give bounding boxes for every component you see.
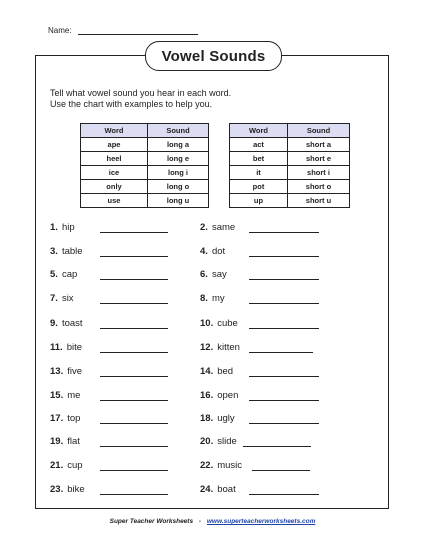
question-item: 11. bite bbox=[50, 342, 83, 353]
question-item: 15. me bbox=[50, 390, 81, 401]
answer-blank[interactable] bbox=[249, 494, 319, 495]
footer bbox=[0, 518, 425, 525]
chart-sound: long e bbox=[148, 152, 209, 166]
question-item: 18. ugly bbox=[200, 413, 235, 424]
question-item: 10. cube bbox=[200, 318, 238, 329]
answer-blank[interactable] bbox=[100, 328, 168, 329]
short-vowel-chart bbox=[229, 123, 350, 208]
chart-row bbox=[81, 194, 209, 208]
chart-word: only bbox=[81, 180, 148, 194]
chart-header-word: Word bbox=[81, 124, 148, 138]
answer-blank[interactable] bbox=[249, 328, 319, 329]
question-item: 23. bike bbox=[50, 484, 85, 495]
question-item: 6. say bbox=[200, 269, 227, 280]
page-title-text: Vowel Sounds bbox=[161, 47, 266, 65]
question-item: 1. hip bbox=[50, 222, 75, 233]
answer-blank[interactable] bbox=[249, 400, 319, 401]
question-item: 9. toast bbox=[50, 318, 83, 329]
chart-word: heel bbox=[81, 152, 148, 166]
chart-sound: short a bbox=[288, 138, 350, 152]
footer-link[interactable]: www.superteacherworksheets.com bbox=[206, 518, 316, 525]
answer-blank[interactable] bbox=[252, 470, 310, 471]
chart-row bbox=[81, 166, 209, 180]
question-item: 7. six bbox=[50, 293, 74, 304]
answer-blank[interactable] bbox=[100, 256, 168, 257]
chart-header-row bbox=[230, 124, 350, 138]
question-item: 3. table bbox=[50, 246, 83, 257]
answer-blank[interactable] bbox=[100, 279, 168, 280]
answer-blank[interactable] bbox=[249, 232, 319, 233]
name-label: Name: bbox=[48, 26, 72, 35]
chart-row bbox=[81, 152, 209, 166]
chart-sound: long i bbox=[148, 166, 209, 180]
answer-blank[interactable] bbox=[249, 256, 319, 257]
chart-header-sound: Sound bbox=[288, 124, 350, 138]
answer-blank[interactable] bbox=[249, 303, 319, 304]
question-item: 12. kitten bbox=[200, 342, 240, 353]
question-item: 2. same bbox=[200, 222, 236, 233]
chart-row bbox=[230, 194, 350, 208]
chart-header-word: Word bbox=[230, 124, 288, 138]
answer-blank[interactable] bbox=[249, 279, 319, 280]
question-item: 13. five bbox=[50, 366, 83, 377]
chart-row bbox=[81, 180, 209, 194]
chart-sound: short e bbox=[288, 152, 350, 166]
instruction-line-2: Use the chart with examples to help you. bbox=[50, 99, 213, 109]
chart-word: use bbox=[81, 194, 148, 208]
question-item: 8. my bbox=[200, 293, 225, 304]
footer-separator: - bbox=[198, 518, 202, 525]
answer-blank[interactable] bbox=[100, 232, 168, 233]
name-row bbox=[48, 26, 198, 35]
answer-blank[interactable] bbox=[249, 376, 319, 377]
question-item: 21. cup bbox=[50, 460, 83, 471]
answer-blank[interactable] bbox=[100, 494, 168, 495]
chart-sound: long o bbox=[148, 180, 209, 194]
question-item: 20. slide bbox=[200, 436, 237, 447]
chart-word: it bbox=[230, 166, 288, 180]
chart-sound: short i bbox=[288, 166, 350, 180]
chart-row bbox=[230, 152, 350, 166]
chart-word: bet bbox=[230, 152, 288, 166]
chart-row bbox=[230, 180, 350, 194]
question-item: 19. flat bbox=[50, 436, 80, 447]
chart-sound: long u bbox=[148, 194, 209, 208]
chart-word: pot bbox=[230, 180, 288, 194]
chart-word: ice bbox=[81, 166, 148, 180]
question-item: 14. bed bbox=[200, 366, 234, 377]
chart-word: up bbox=[230, 194, 288, 208]
answer-blank[interactable] bbox=[100, 470, 168, 471]
question-item: 16. open bbox=[200, 390, 239, 401]
footer-brand: Super Teacher Worksheets bbox=[109, 518, 194, 525]
chart-sound: long a bbox=[148, 138, 209, 152]
chart-header-row bbox=[81, 124, 209, 138]
page-title bbox=[145, 41, 282, 71]
chart-sound: short u bbox=[288, 194, 350, 208]
question-item: 4. dot bbox=[200, 246, 226, 257]
chart-row bbox=[230, 138, 350, 152]
name-input-line[interactable] bbox=[78, 26, 198, 35]
chart-header-sound: Sound bbox=[148, 124, 209, 138]
chart-row bbox=[81, 138, 209, 152]
chart-sound: short o bbox=[288, 180, 350, 194]
answer-blank[interactable] bbox=[100, 423, 168, 424]
instruction-line-1: Tell what vowel sound you hear in each word. bbox=[50, 88, 232, 98]
answer-blank[interactable] bbox=[243, 446, 311, 447]
answer-blank[interactable] bbox=[100, 352, 168, 353]
answer-blank[interactable] bbox=[249, 352, 313, 353]
question-item: 17. top bbox=[50, 413, 81, 424]
answer-blank[interactable] bbox=[100, 303, 168, 304]
chart-word: act bbox=[230, 138, 288, 152]
question-item: 22. music bbox=[200, 460, 243, 471]
long-vowel-chart bbox=[80, 123, 209, 208]
question-item: 5. cap bbox=[50, 269, 78, 280]
answer-blank[interactable] bbox=[100, 376, 168, 377]
answer-blank[interactable] bbox=[100, 446, 168, 447]
answer-blank[interactable] bbox=[249, 423, 319, 424]
question-item: 24. boat bbox=[200, 484, 236, 495]
chart-word: ape bbox=[81, 138, 148, 152]
chart-row bbox=[230, 166, 350, 180]
answer-blank[interactable] bbox=[100, 400, 168, 401]
